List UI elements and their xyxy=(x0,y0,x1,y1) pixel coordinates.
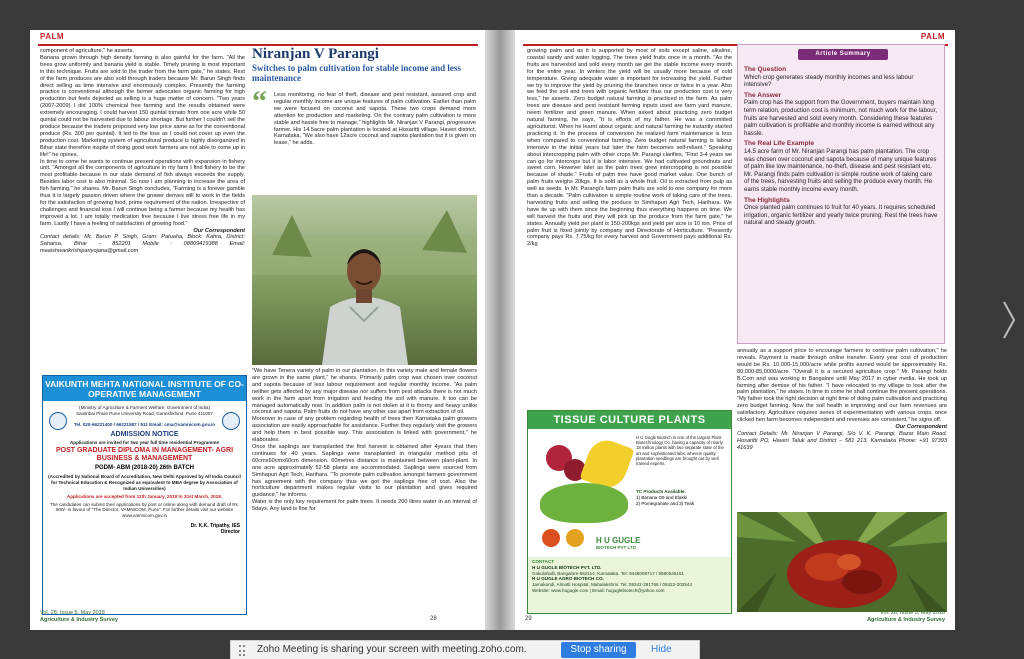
magazine-name: Agriculture & Industry Survey xyxy=(40,617,118,623)
summary-highlights-title: The Highlights xyxy=(744,196,790,204)
summary-highlights-text: Once planted palm continues to fruit for 40 years. It requires scheduled irrigation, organic fertilizer and yearly twice pruning. Rest the trees have natural and steady growth. xyxy=(744,204,938,227)
brand-sub: BIOTECH PVT LTD xyxy=(596,545,636,550)
paragraph: annually as a support price to encourage farmers to continue palm cultivation," he reveals. Payment is made through online transfer. Every year cost of production would be Rs. 10,000-15,000/acre while profits earned would be approximately Rs. 80,000-85,0000/acre. "Overall it is a secured agriculture crop." Mr. Parangi holds B.Com and was working in Bangalore until May 2017 in cyber media. He took up farming after demise of his father. "I have relocated to my village to look after the palm plantation," he states. In time to come he shall continue the present operations. "My father took the right decision at right time of doing palm cultivation and practicing zero budget farming. Now the soil health is improving and our farm revenues are satisfactory. Agriculture requires series of experimentation with various crops, once clicked hen farm becomes independent and revenues are consistent," he signs off. xyxy=(737,348,947,424)
summary-example-text: 14.5 acre farm of Mr. Niranjan Parangi has palm plantation. The crop was chosen over coconut and sapota because of many unique features of palm like low maintenance, no-theft, disease and pest resistant etc. Mr. Parangi finds palm cultivation is simple routine work of taking care of the trees, harvesting fruits and selling the produce every month. He earns stable monthly income every month. xyxy=(744,147,937,193)
paragraph: "We have Tenera variety of palm in our plantation. In this variety male and female flowers are grown in the same plant," he shares. Primarily palm crop was chosen over coconut and sapota because of less labour requirement and regular monthly income. "As palm neither gets affected by any major disease nor suffers from pest attacks there is not much work in the farm apart from irrigation and feeding the soil with manure. It too can be managed automatically now. In addition palm is not stolen at it is thorny and heavy unlike coconut and sapota. Palm fruits do not have any other use apart from extraction of oil. xyxy=(252,368,477,416)
advert-title: VAIKUNTH MEHTA NATIONAL INSTITUTE OF CO-OPERATIVE MANAGEMENT xyxy=(43,376,246,401)
accreditation-text: (Accredited by National Board of Accreditation, New Delhi Approved by All India Council for Technical Education & Recognized as equivalent to MBA degree by Association of Indian Universities) xyxy=(48,474,241,491)
farmer-portrait-photo xyxy=(252,195,477,365)
correspondent-signature: Our Correspondent xyxy=(895,423,947,430)
signatory-name: Dr. K.K. Tripathy, IES xyxy=(190,522,240,529)
ministry-text: (Ministry of Agriculture & Farmers Welfare, Government of India) Savitribai Phule Pune University Road, Ganeshkhind, Pune 411007 xyxy=(76,405,213,416)
paragraph: Banana grown through high density farming is also gainful for the farm. "All the trees grow uniformly and banana yield is stable. Timely pruning is most important in this technique. Fruits are sold to the trader from the farm gate," he states. Rest of the farm produces are also sold through traders because Mr. Barun Singh finds direct selling as time intensive and enormously complex. Presently the farming practice is conventional although the farmer advocates organic farming for high production but feels dejected as selling is a huge matter of concern. "Two years (2007-2009) I did 100% chemical free farming and the results obtained were extremely encouraging. I could harvest 150 quintal tomato from one acre while 50 quintal could not be harvested due to labour shortage. But further I couldn't sell the produce because the traders proposed very low price same as for the conventional produce (Rs. 300 per quintal). It led to the loss as I could not cover up even the production cost. Marketing system of agricultural produce is highly disorganized in Bihar state therefore inspite of doing good work farmers are not able to come up in life!" he opines. xyxy=(40,54,245,158)
products-list xyxy=(636,489,728,507)
brand-label: H U GUGLE xyxy=(596,536,641,545)
page-number: 28 xyxy=(430,616,437,622)
paragraph: Moreover in case of any problem regarding health of trees then Karnataka palm growers association are easily approachable for assistance. Further they regularly visit the growers and help them in best possible way. This association is linked with government," he elaborates. xyxy=(252,416,477,444)
plantlet-icon xyxy=(540,483,628,523)
company-name: H U GUGLE BIOTECH PVT. LTD. xyxy=(532,564,602,570)
header-rule xyxy=(38,36,478,46)
paragraph: growing palm and as it is supported by most of soils except saline, alkaline, coastal sandy and water logging. The trees yield fruits once in a month. "As the fruits are harvested and sold every month we get the stable income every month for the entire year. In winters the yield will be usually more because of cold temperature. Giving adequate water is important for increasing the yield. Further we try to improve the yield by pruning the branches once or twice in a year. Also we feed the soil and trees with organic fertilizer thus our production cost is very less," he asserts. Zero budget natural farming is practiced in the farm. As palm trees are disease and pest resistant farming inputs used are farm yard manure, neem fertilizer and green manure. When asked about practicing zero budget natural farming, he says, "It is efforts of my father. He was a committed agriculturist. When he learnt about organic and natural farming he instantly started practicing it. In the process of conversion he realized farm maintenance is less when compared to conventional farming. Zero budget natural farming is labour intensive in the initial years but later the farm becomes self-reliant." Speaking about intercropping palm with other crops Mr. Parangi clarifies, "First 3-4 years we can go for intercrops but it is labor intensive. We had cultivated groundnuts and sweet corn. However later as the palm trees grew intercropping is not possible because of shade." Fruits of palm tree have good market value. One bunch of palm fruits weighs 20kgs. It is sold as a whole fruit. Oil is extracted from pulp as well as seeds. In Mr. Parangi's farm palm fruits are sold to one company for more than a decade. "Palm cultivation is simple routine work of taking care of the trees, harvesting fruits and selling the produce to Simhapuri Agri Tech, Harihara. We have tie up with them since the beginning thus everything happens on time. We will harvest the fruits and they will pick up the produce from the farm gate," he states. Annually yield per plant is 150-200kgs and yield per acre is 10 ton. Price of palm fruit is fixed jointly by company and Directorate of Horticulture. "Presently company pays Rs. 7.75/kg for every harvest and Government pays additional Rs. 2/kg xyxy=(527,48,732,248)
advert-contact xyxy=(528,557,731,614)
page-footer xyxy=(40,610,118,624)
vamnicom-advert xyxy=(42,375,247,615)
paragraph: Once the saplings are transplanted the first harvest is obtained after 4years that then continues for 40 years. Saplings were transplanted in triangular method pits of 60cmx60cmx60cm dimension. 60metres distance is maintained between plant-plant. In one acre approximately 52-58 plants are accommodated. Saplings were sourced from Simhapuri Agri Tech, Harihara. "To promote palm cultivation amongst farmers government has agreement with the company thus we got the saplings free of cost. Also the horticulture department makes regular visits to our plantation and gives required guidance," he informs. xyxy=(252,443,477,499)
paragraph: Water is the only key requirement for palm trees. It needs 200 litres water in an interval of 5days. Any land is fine for xyxy=(252,499,477,513)
summary-badge: Article Summary xyxy=(798,49,888,60)
certification-seal-icon xyxy=(566,529,584,547)
summary-answer-text: Palm crop has the support from the Government, buyers maintain long term relation, production cost is minimum, not much work for the labour, fruits are harvested and sold every month. Considering these features palm cultivation is profitable and monthly income is earned without any hassle. xyxy=(744,99,938,137)
article-column-2 xyxy=(252,368,477,616)
paragraph: component of agriculture," he asserts. xyxy=(40,48,135,54)
hide-button[interactable]: Hide xyxy=(651,644,672,655)
paragraph: In time to come he wants to continue present operations with expansion in fishery unit. "Amongst all the components of agriculture in my farm I find fishery to be the most profitable because in our state demand of fish always exceeds the supply. Besides labor cost is also minimal. So now I am planning to increase the area of fish farming," he shares. Mr. Barun Singh concludes, "Farming is a forever gamble thus it is largely passion driven where the grower derives will to work in the fields for the satisfaction of growing food, prime requirement of the nation. Irrespective of challenges and financial loss I will continue being a farmer because my health has improved a lot. I am totally medication free because I live stress free life in my farm. Lastly I have a feeling of satisfaction of growing food." xyxy=(40,158,245,227)
page-header: PALM xyxy=(40,32,65,41)
magazine-name: Agriculture & Industry Survey xyxy=(867,617,945,623)
contact-details: Contact details: Mr. Barun P. Singh, Gram: Patuaha, Block: Kahra, District: Saharsa, Bihar - 852201 Mobile : 08809419388 Email: maaishwarikrishipariyojana@gmail.com xyxy=(40,234,245,255)
article-column-1 xyxy=(40,48,245,373)
advert-title: TISSUE CULTURE PLANTS xyxy=(528,411,731,429)
page-number: 29 xyxy=(525,616,532,622)
issue-text: Vol. 28, Issue 5, May 2018 xyxy=(40,610,105,616)
summary-question-text: Which crop generates steady monthly incomes and less labour intensive? xyxy=(744,73,914,89)
issue-text: Vol. 28, Issue 5, May 2018 xyxy=(880,610,945,616)
article-column-3 xyxy=(527,48,732,406)
next-page-arrow-icon[interactable] xyxy=(1002,300,1016,340)
telephone-text: Tel. 020-66221400 / 66221587 / 511 Email: cma@vamnicom.gov.in xyxy=(73,422,216,428)
drag-handle-icon[interactable] xyxy=(239,645,245,656)
left-page xyxy=(30,30,485,630)
company-address: Jamakandi, Almatti Hospital, Mahalakshmi. Tel: 08342-291766 / 08422-203544 xyxy=(532,582,693,588)
article-heading xyxy=(252,46,477,83)
article-intro xyxy=(274,92,476,192)
intro-paragraph: Less monitoring, no fear of theft, disease and pest resistant, assured crop and regular monthly income are unique features of palm cultivation. Earlier than palm we were focused on coconut and sapota. These two crops demand more attention for production and marketing. On the contrary palm cultivation is more stable and hassle free to manage," highlights Mr. Niranjan V Parangi, progressive farmer. His 14.5acre palm plantation is located at Hosaritti village, Haveri district, Karnataka. "We also have 12acre coconut and sapota plantation but it is given on lease," he adds. xyxy=(274,92,476,147)
summary-answer-title: The Answer xyxy=(744,91,782,99)
stop-sharing-button[interactable]: Stop sharing xyxy=(561,642,636,658)
applications-text: Applications are invited for two year full time residential Programme xyxy=(69,439,220,445)
article-title: Niranjan V Parangi xyxy=(252,46,379,62)
dbt-seal-icon xyxy=(542,529,560,547)
dates-text: Applications are accepted from 11th January, 2018 to 31st March, 2018. xyxy=(66,494,223,500)
product-item: 1) Banana G9 and Elakki xyxy=(636,495,688,500)
batch-text: PGDM- ABM (2018-20) 26th BATCH xyxy=(94,465,194,472)
products-title: TC Products Available: xyxy=(636,489,686,494)
article-summary-box xyxy=(737,44,945,344)
company-name: H U GUGLE AGRO BIOTECH CO. xyxy=(532,576,604,582)
summary-question-title: The Question xyxy=(744,66,787,73)
quote-mark-icon: “ xyxy=(252,85,267,118)
screen-share-bar xyxy=(230,640,700,659)
tissue-culture-advert xyxy=(527,410,732,614)
website-text: Website: www.hugugle.com | Email: huguglebiotech@yahoo.com xyxy=(532,587,665,593)
contact-label: CONTACT xyxy=(532,559,555,564)
page-header: PALM xyxy=(920,32,945,41)
article-subtitle: Switches to palm cultivation for stable income and less maintenance xyxy=(252,63,461,83)
institute-logo-icon xyxy=(49,412,67,430)
correspondent-signature: Our Correspondent xyxy=(193,227,245,234)
summary-example-title: The Real Life Example xyxy=(744,140,814,148)
submission-text: The candidates can submit their applications by post or online along with demand draft of Rs. 500/- in favour of "The Director, VAMNICOM, Pune". For further details visit our website www.vamnicom.gov.in xyxy=(49,501,240,518)
signatory-role: Director xyxy=(220,528,240,535)
admission-notice-heading: ADMISSION NOTICE xyxy=(110,430,179,438)
product-item: 2) Pomegranate and 3) Teak xyxy=(636,501,695,506)
palm-fruit-photo xyxy=(737,512,947,612)
company-description: H U Gugle Biotech is one of the largest Plant Biotechnology Co. having a capacity of nearly 18 million plants with two separate state of the art and sophisticated labs, wherein quality plantation seedlings are brought out by well trained experts. xyxy=(636,435,724,467)
emblem-icon xyxy=(222,412,240,430)
book-gutter xyxy=(485,30,515,630)
contact-details: Contact Details: Mr. Niranjan V Parangi, S/o V. K. Parangi, Bazar Main Road, Hosaritti PO, Haveri Taluk and District – 581 213, Karnataka Phone: +91 97393 41639 xyxy=(737,430,947,451)
share-message: Zoho Meeting is sharing your screen with meeting.zoho.com. xyxy=(257,644,527,655)
article-column-4 xyxy=(737,348,947,508)
company-address: Gokulahalli, Bangalore-562114, Karnataka. Tel: 9448008717 / 9980545151 xyxy=(532,570,685,576)
page-footer xyxy=(867,610,945,624)
brand-name xyxy=(596,536,640,550)
right-page xyxy=(515,30,955,630)
program-title: POST GRADUATE DIPLOMA IN MANAGEMENT- AGRI BUSINESS & MANAGEMENT xyxy=(55,447,234,463)
